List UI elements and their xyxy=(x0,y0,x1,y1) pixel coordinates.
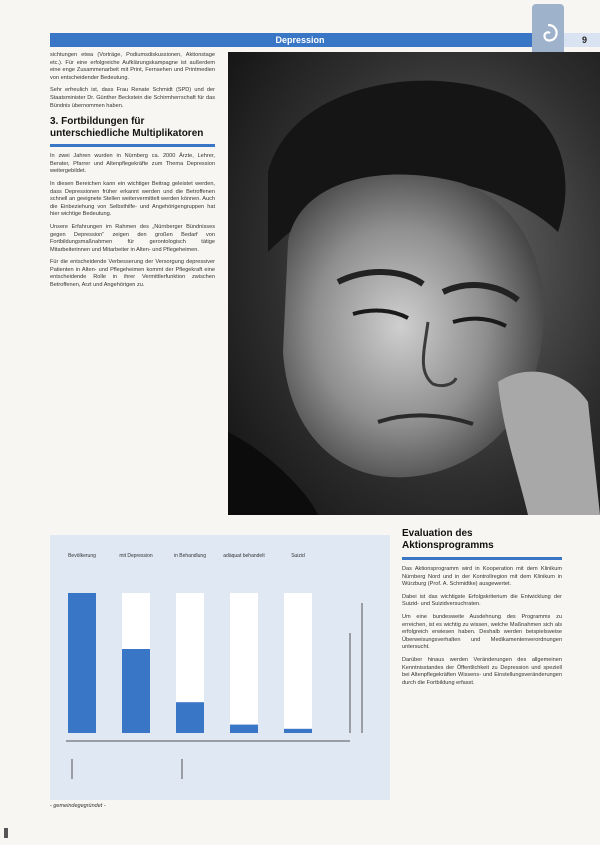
bar-track xyxy=(230,593,258,733)
category-label: Suizid xyxy=(291,553,305,559)
chart-caption: - gemeindegegründet - xyxy=(50,803,106,809)
portrait-photo xyxy=(228,52,600,515)
page-number: 9 xyxy=(582,35,588,45)
left-column xyxy=(50,52,215,295)
category-label: mit Depression xyxy=(119,553,153,559)
paragraph: Sehr erfreulich ist, dass Frau Renate Schmidt (SPD) und der Staatsminister Dr. Günther Beckstein die Schirmherrschaft für das Bündnis übernommen haben. xyxy=(50,87,215,109)
category-label: Bevölkerung xyxy=(68,553,96,559)
heading-rule xyxy=(402,557,562,560)
paragraph: sichtungen etwa (Vorträge, Podiumsdiskussionen, Aktionstage etc.). Für eine erfolgreiche Aufklärungskampagne ist außerdem eine enge Zusammenarbeit mit Print, Fernsehen und Printmedien von entscheidender Bedeutung. xyxy=(50,52,215,81)
header-title: Depression xyxy=(275,35,325,45)
paragraph: In zwei Jahren wurden in Nürnberg ca. 2000 Ärzte, Lehrer, Berater, Pfarrer und Altenpflegekräfte zum Thema Depression weitergebildet. xyxy=(50,153,215,175)
page-edge-mark xyxy=(4,828,8,838)
page-header xyxy=(0,33,600,47)
bar xyxy=(284,729,312,733)
section-heading: 3. Fortbildungen für unterschiedliche Multiplikatoren xyxy=(50,116,204,140)
bar xyxy=(230,725,258,733)
bar xyxy=(68,593,96,733)
category-label: adäquat behandelt xyxy=(223,553,265,559)
paragraph: Unsere Erfahrungen im Rahmen des „Nürnberger Bündnisses gegen Depression“ zeigen den großen Bedarf von Fortbildungsmaßnahmen für gerontologisch tätige Mitarbeiterinnen und Mitarbeiter in Alten- und Pflegeheimen. xyxy=(50,223,215,253)
bar-track xyxy=(284,593,312,733)
paragraph: Darüber hinaus werden Veränderungen des allgemeinen Kenntnisstandes der Öffentlichkeit zu Depression und speziell bei Altenpflegekräften Wissens- und Einstellungsveränderungen durch die Fortbildung erfasst. xyxy=(402,656,562,686)
paragraph: Um eine bundesweite Ausdehnung des Programms zu erreichen, ist es wichtig zu wissen, welche Maßnahmen sich als erfolgreich erwiesen haben. Deshalb werden beispielsweise Überweisungsverhalten und Medikamentenverordnungen untersucht. xyxy=(402,613,562,651)
heading-rule xyxy=(50,144,215,147)
bar-chart xyxy=(50,535,390,800)
category-label: in Behandlung xyxy=(174,553,206,559)
bar xyxy=(122,649,150,733)
spiral-logo-icon xyxy=(535,22,561,48)
chart-panel xyxy=(50,535,390,800)
section-heading: Evaluation des Aktionsprogramms xyxy=(402,528,494,551)
right-column xyxy=(402,566,562,692)
portrait-photo-art xyxy=(228,52,600,515)
bar xyxy=(176,702,204,733)
paragraph: Dabei ist das wichtigste Erfolgskriterium die Entwicklung der Suizid- und Suizidversuchraten. xyxy=(402,593,562,608)
paragraph: In diesen Bereichen kann ein wichtiger Beitrag geleistet werden, dass Depressionen früher erkannt werden und die Betroffenen schnell an geeignete Stellen weitervermittelt werden können. Auch die Einbeziehung von Selbsthilfe- und Angehörigengruppen hat hier wichtige Bedeutung. xyxy=(50,180,215,218)
paragraph: Das Aktionsprogramm wird in Kooperation mit dem Klinikum Nürnberg Nord und in der Kontrollregion mit dem Klinikum in Würzburg (Prof. A. Schmidtke) ausgewertet. xyxy=(402,566,562,588)
paragraph: Für die entscheidende Verbesserung der Versorgung depressiver Patienten in Alten- und Pflegeheimen kommt der Pflegekraft eine entscheidende Rolle in ihrer Vermittlerfunktion zwischen Betroffenen, Arzt und Angehörigen zu. xyxy=(50,259,215,289)
